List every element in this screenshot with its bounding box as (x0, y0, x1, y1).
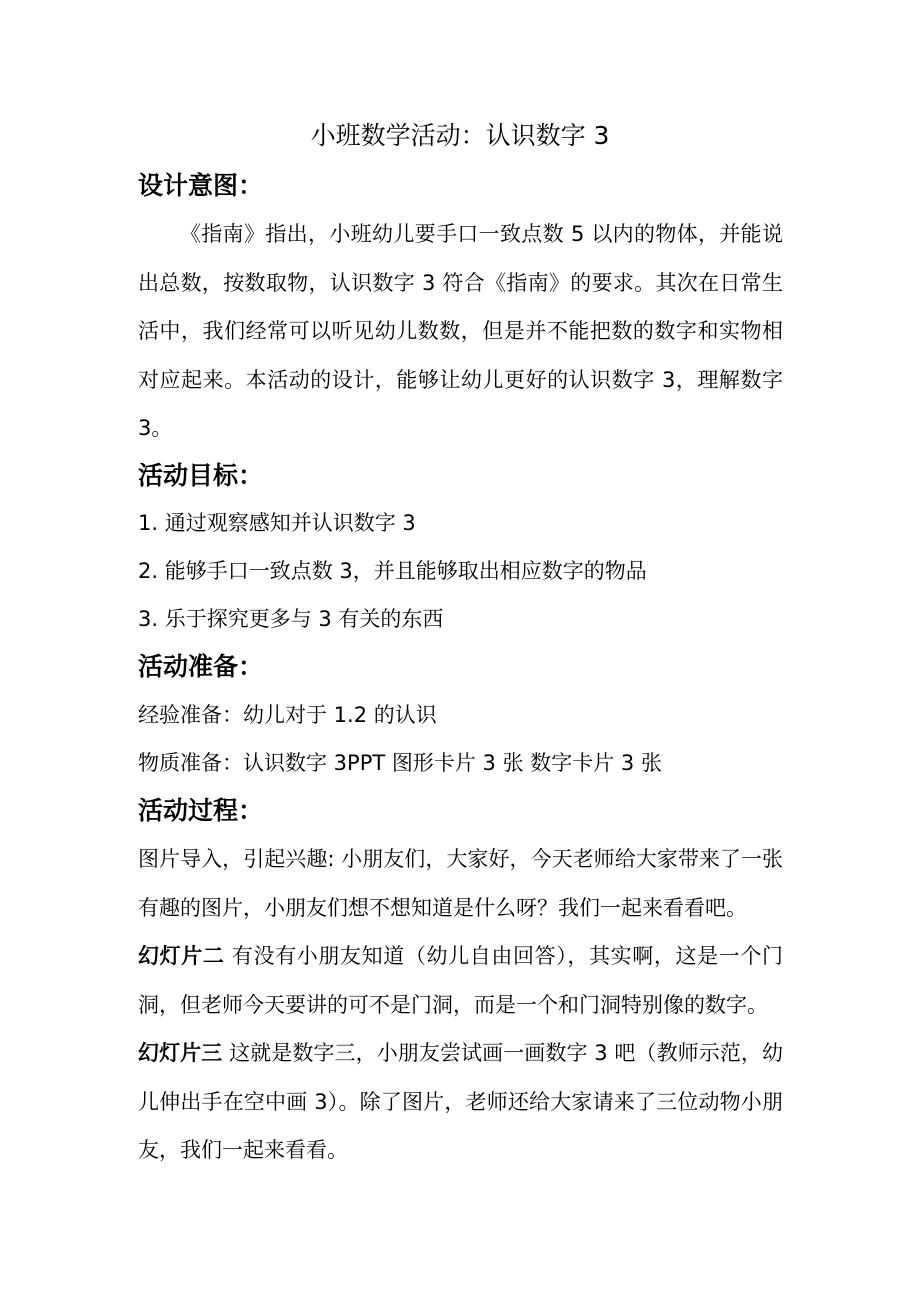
document-title: 小班数学活动：认识数字 3 (310, 121, 610, 150)
slide-three-text: 这就是数字三，小朋友尝试画一画数字 3 吧（教师示范，幼儿伸出手在空中画 3）。除了图片，老师还给大家请来了三位动物小朋友，我们一起来看看。 (138, 1041, 784, 1162)
goal-item-1: 1. 通过观察感知并认识数字 3 (138, 511, 416, 535)
material-preparation: 物质准备：认识数字 3PPT 图形卡片 3 张 数字卡片 3 张 (138, 751, 662, 775)
goal-item-2: 2. 能够手口一致点数 3，并且能够取出相应数字的物品 (138, 559, 647, 583)
process-intro-paragraph (138, 835, 783, 932)
slide-two-text: 有没有小朋友知道（幼儿自由回答），其实啊，这是一个门洞，但老师今天要讲的可不是门洞，而是一个和门洞特别像的数字。 (138, 944, 783, 1017)
process-intro-text: 图片导入，引起兴趣: 小朋友们，大家好，今天老师给大家带来了一张有趣的图片，小朋友们想不想知道是什么呀？我们一起来看看吧。 (138, 847, 783, 920)
process-heading: 活动过程： (138, 796, 264, 825)
experience-preparation: 经验准备：幼儿对于 1.2 的认识 (138, 703, 437, 727)
slide-two-paragraph (138, 932, 783, 1029)
goal-item-3: 3. 乐于探究更多与 3 有关的东西 (138, 607, 444, 631)
preparation-heading: 活动准备： (138, 652, 264, 681)
slide-three-label: 幻灯片三 (138, 1041, 223, 1065)
design-intent-paragraph (138, 210, 783, 453)
design-intent-heading: 设计意图： (138, 171, 264, 200)
slide-two-label: 幻灯片二 (138, 944, 225, 968)
design-intent-text: 《指南》指出，小班幼儿要手口一致点数 5 以内的物体，并能说出总数，按数取物，认识数字 3 符合《指南》的要求。其次在日常生活中，我们经常可以听见幼儿数数，但是并不能把数的数字和实物相对应起来。本活动的设计，能够让幼儿更好的认识数字 3，理解数字 3。 (138, 222, 783, 440)
goals-heading: 活动目标： (138, 461, 264, 490)
slide-three-paragraph (138, 1029, 783, 1175)
